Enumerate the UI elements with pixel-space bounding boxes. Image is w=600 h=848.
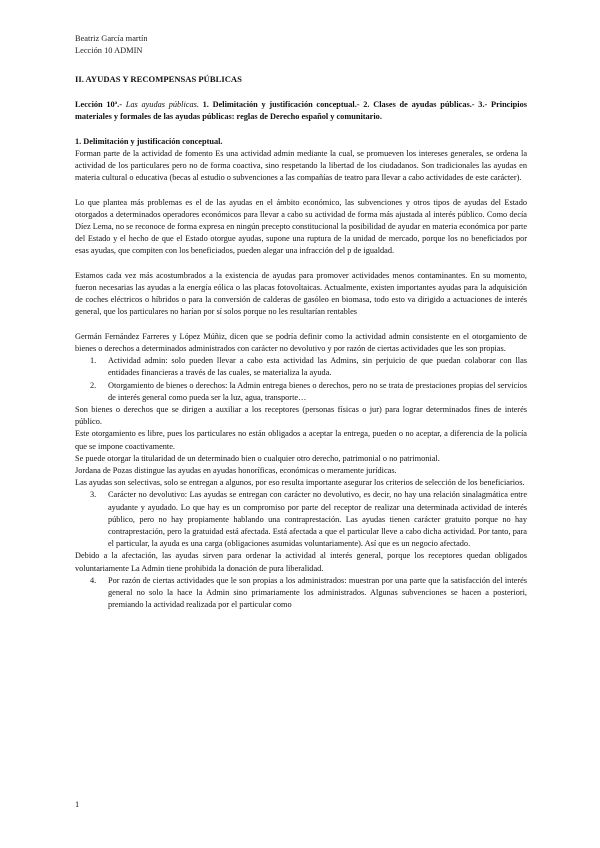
subsection-title: 1. Delimitación y justificación conceptual.: [75, 136, 223, 146]
page-header: [75, 33, 148, 57]
section-title: II. AYUDAS Y RECOMPENSAS PÚBLICAS: [75, 74, 242, 84]
paragraph-jordana: Jordana de Pozas distingue las ayudas en ayudas honoríficas, económicas o meramente jurídicas.: [75, 466, 397, 476]
paragraph-receivers: Son bienes o derechos que se dirigen a auxiliar a los receptores (personas físicas o jur) para lograr determinados fines de interés público.: [75, 405, 527, 427]
definition-list: [75, 355, 527, 404]
paragraph-selective: Las ayudas son selectivas, solo se entregan a algunos, por eso resulta importante asegurar los criterios de selección de los beneficiarios.: [75, 478, 525, 488]
lesson-label: Lección 10 ADMIN: [75, 46, 143, 55]
paragraph-economic-aid: Lo que plantea más problemas es el de las ayudas en el ámbito económico, las subvenciones y otros tipos de ayudas del Estado otorgados a determinados operadores económicos para llevar a cabo su actividad de forma más ajustada al interés público. Como decía Díez Lema, no se reconoce de forma expresa en ningún precepto constitucional la posibilidad de ayudar en materia económica por parte del Estado y el hecho de que el Estado otorgue ayudas, supone una ruptura de la unidad de mercado, porque los no beneficiados por esas ayudas, que compiten con los beneficiados, pueden alegar una infracción del p de igualdad.: [75, 197, 527, 256]
list-text: Carácter no devolutivo: Las ayudas se entregan con carácter no devolutivo, es decir, no hay una relación sinalagmática entre ayudante y ayudado. Lo que hay es un compromiso por parte del receptor de realizar una determinada actividad de interés público, pero no hay propiamente hablando una contraprestación. Las ayudas tienen carácter gratuito porque no hay contraprestación, pero la gratuidad está afectada. Está afectada a que el particular lleve a cabo dicha actividad. Por tanto, para el particular, la ayuda es una carga (obligaciones asumidas voluntariamente). Así que es un negocio afectado.: [108, 490, 527, 549]
list-number: 3.: [90, 490, 97, 500]
list-item: [75, 575, 527, 612]
page-number: 1: [75, 800, 80, 809]
author-name: Beatriz García martín: [75, 34, 148, 43]
definition-list-continued: [75, 489, 527, 550]
list-number: 4.: [90, 575, 97, 585]
lesson-lead: Lección 10ª.-: [75, 100, 123, 110]
paragraph-ownership: Se puede otorgar la titularidad de un determinado bien o cualquier otro derecho, patrimonial o no patrimonial.: [75, 453, 440, 463]
paragraph-affectation: Debido a la afectación, las ayudas sirven para ordenar la actividad al interés general, porque los receptores quedan obligados voluntariamente La Admin tiene prohibida la donación de pura liberalidad.: [75, 551, 527, 573]
lesson-topic: Las ayudas públicas.: [125, 100, 199, 110]
paragraph-definition: Germán Fernández Farreres y López Múñiz, dicen que se podría definir como la actividad admin consistente en el otorgamiento de bienes o derechos a determinados administrados con carácter no devolutivo y por razón de ciertas actividades que les son propias.: [75, 331, 527, 354]
document-body: [75, 73, 527, 611]
list-text: Otorgamiento de bienes o derechos: la Admin entrega bienes o derechos, pero no se trata de prestaciones propias del servicios de interés general como pueda ser la luz, agua, transporte…: [108, 380, 527, 402]
list-item: [75, 380, 527, 404]
definition-list-final: [75, 575, 527, 612]
paragraph-free-grant: Este otorgamiento es libre, pues los particulares no están obligados a aceptar la entrega, pueden o no aceptar, a diferencia de la policía que se impone coactivamente.: [75, 429, 527, 451]
paragraph-fomento: Forman parte de la actividad de fomento Es una actividad admin mediante la cual, se promueven los intereses generales, se ordena la actividad de los particulares pero no de forma coactiva, sino respetando la libertad de los ciudadanos. Son tradicionales las ayudas en materia cultural o educativa (becas al estudio o subvenciones a las compañías de teatro para llevar a cabo actividades de este carácter).: [75, 148, 527, 183]
list-number: 2.: [90, 380, 97, 390]
list-number: 1.: [90, 356, 97, 366]
list-item: [75, 355, 527, 379]
list-text: Actividad admin: solo pueden llevar a cabo esta actividad las Admins, sin perjuicio de que puedan colaborar con llas entidades financieras a través de las cuales, se materializa la ayuda.: [108, 356, 527, 378]
list-item: [75, 489, 527, 550]
lesson-heading: [75, 99, 527, 123]
list-text: Por razón de ciertas actividades que le son propias a los administrados: muestran por una parte que la satisfacción del interés general no solo la hace la Admin sino primariamente los administrados. Algunas subvenciones se hacen a posteriori, premiando la actividad realizada por el particular como: [108, 575, 527, 610]
lesson-outline: 1. Delimitación y justificación conceptual.- 2. Clases de ayudas públicas.- 3.- Principios materiales y formales de las ayudas públicas: reglas de Derecho español y comunitario.: [75, 100, 527, 122]
paragraph-environment: Estamos cada vez más acostumbrados a la existencia de ayudas para promover actividades menos contaminantes. En su momento, fueron necesarias las ayudas a la energía eólica o las placas fotovoltaicas. Actualmente, existen importantes ayudas para la adquisición de coches eléctricos o híbridos o para la conversión de calderas de gasóleo en biomasa, todo esto va dirigido a actuaciones de interés general, que los particulares no harían por sí solos porque no les resultarían rentables: [75, 270, 527, 317]
